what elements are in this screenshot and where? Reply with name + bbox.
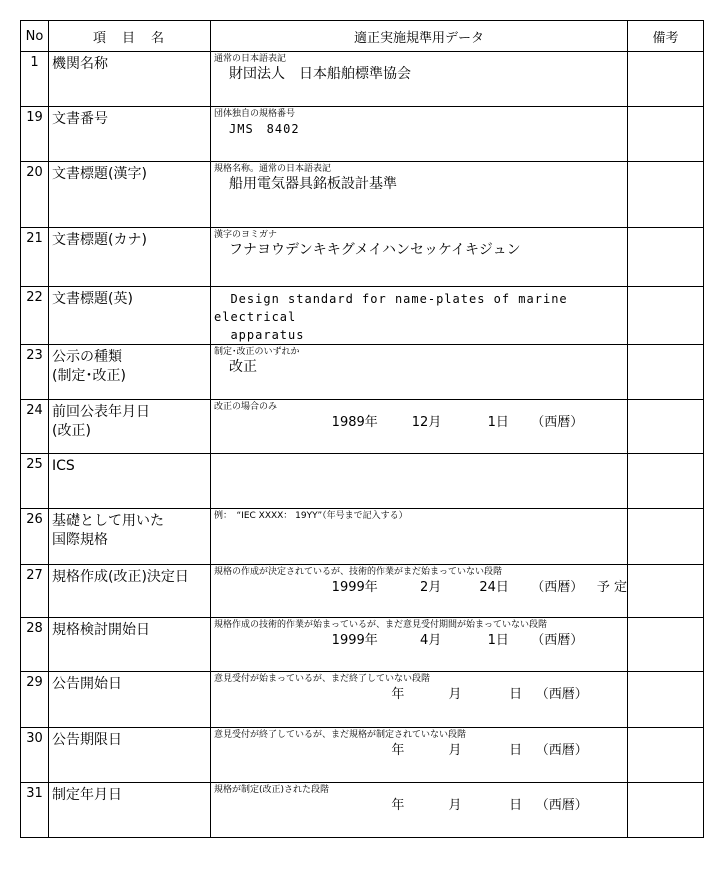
date-year bbox=[361, 796, 391, 815]
row-number: 20 bbox=[21, 162, 49, 228]
item-name-cell bbox=[49, 672, 211, 728]
item-name-line: 国際規格 bbox=[52, 532, 108, 548]
field-value: 船用電気器具銘板設計基準 bbox=[229, 176, 397, 192]
row-number: 28 bbox=[21, 618, 49, 672]
field-instruction: 通常の日本語表記 bbox=[214, 54, 287, 64]
data-cell bbox=[211, 672, 628, 728]
table-row bbox=[21, 107, 704, 162]
english-title-line: Design standard for name-plates of marine bbox=[214, 292, 568, 306]
date-day bbox=[465, 685, 510, 704]
data-cell bbox=[211, 400, 628, 454]
row-number: 29 bbox=[21, 672, 49, 728]
field-instruction: 規格作成の技術的作業が始まっているが、まだ意見受付期間が始まっていない段階 bbox=[214, 620, 548, 630]
data-cell bbox=[211, 107, 628, 162]
remarks-cell bbox=[628, 618, 704, 672]
remarks-cell bbox=[628, 783, 704, 838]
header-row bbox=[21, 21, 704, 52]
remarks-cell bbox=[628, 728, 704, 783]
standards-data-table bbox=[20, 20, 704, 838]
date-month bbox=[407, 741, 448, 760]
data-cell bbox=[211, 728, 628, 783]
date-day-unit: 日 bbox=[509, 798, 523, 813]
remarks-cell bbox=[628, 672, 704, 728]
item-name-line: 公示の種類 bbox=[52, 349, 122, 365]
remarks-cell bbox=[628, 228, 704, 287]
remarks-cell bbox=[628, 565, 704, 618]
item-name-line: 規格検討開始日 bbox=[52, 622, 150, 638]
date-day bbox=[465, 796, 510, 815]
date-month-unit: 月 bbox=[448, 687, 462, 702]
date-day: 1 bbox=[487, 415, 496, 430]
item-name-cell bbox=[49, 228, 211, 287]
date-year-unit: 年 bbox=[364, 415, 378, 430]
item-name-line: 公告開始日 bbox=[52, 676, 122, 692]
table-row bbox=[21, 565, 704, 618]
date-month-unit: 月 bbox=[428, 580, 442, 595]
data-cell bbox=[211, 509, 628, 565]
date-value bbox=[211, 578, 627, 597]
item-name-cell bbox=[49, 728, 211, 783]
date-day: 1 bbox=[487, 633, 496, 648]
english-title-value bbox=[211, 287, 627, 344]
row-number: 27 bbox=[21, 565, 49, 618]
remarks-cell bbox=[628, 287, 704, 345]
item-name-line: 文書標題(英) bbox=[52, 291, 133, 307]
row-number: 26 bbox=[21, 509, 49, 565]
field-value: JMS 8402 bbox=[229, 122, 300, 136]
item-name-cell bbox=[49, 618, 211, 672]
field-instruction: 漢字のヨミガナ bbox=[214, 230, 278, 240]
date-day: 24 bbox=[479, 580, 496, 595]
date-value bbox=[211, 741, 627, 760]
date-day-unit: 日 bbox=[495, 415, 509, 430]
date-month: 12 bbox=[411, 415, 429, 430]
date-value bbox=[211, 413, 627, 432]
data-cell bbox=[211, 162, 628, 228]
date-month-unit: 月 bbox=[448, 743, 462, 758]
item-name-line: 文書番号 bbox=[52, 111, 108, 127]
table-row bbox=[21, 783, 704, 838]
item-name-line: 前回公表年月日 bbox=[52, 404, 150, 420]
date-year bbox=[361, 685, 391, 704]
remarks-cell bbox=[628, 345, 704, 400]
item-name-cell bbox=[49, 345, 211, 400]
table-row bbox=[21, 400, 704, 454]
data-cell bbox=[211, 287, 628, 345]
item-name-line: 規格作成(改正)決定日 bbox=[52, 569, 189, 585]
table-row bbox=[21, 162, 704, 228]
item-name-cell bbox=[49, 400, 211, 454]
remarks-cell bbox=[628, 509, 704, 565]
date-month: 4 bbox=[420, 633, 429, 648]
date-era: （西暦） bbox=[535, 687, 588, 702]
date-month bbox=[407, 796, 448, 815]
table-row bbox=[21, 672, 704, 728]
field-value: フナヨウデンキキグメイハンセッケイキジュン bbox=[229, 242, 521, 258]
row-number: 30 bbox=[21, 728, 49, 783]
table-row bbox=[21, 52, 704, 107]
data-cell bbox=[211, 454, 628, 509]
date-value bbox=[211, 631, 627, 650]
table-row bbox=[21, 345, 704, 400]
date-value bbox=[211, 796, 627, 815]
item-name-line: 機関名称 bbox=[52, 56, 108, 72]
item-name-line: 基礎として用いた bbox=[52, 513, 164, 529]
field-value: 改正 bbox=[229, 359, 257, 375]
row-number: 25 bbox=[21, 454, 49, 509]
date-year bbox=[361, 741, 391, 760]
header-no: No bbox=[21, 21, 49, 52]
date-suffix bbox=[588, 741, 627, 760]
item-name-cell bbox=[49, 783, 211, 838]
date-year-unit: 年 bbox=[364, 633, 378, 648]
item-name-line: 公告期限日 bbox=[52, 732, 122, 748]
table-row bbox=[21, 509, 704, 565]
item-name-line: ICS bbox=[52, 458, 75, 474]
date-month-unit: 月 bbox=[428, 633, 442, 648]
date-suffix bbox=[583, 631, 627, 650]
item-name-cell bbox=[49, 162, 211, 228]
date-value bbox=[211, 685, 627, 704]
english-title-line: electrical bbox=[214, 310, 297, 324]
row-number: 22 bbox=[21, 287, 49, 345]
item-name-cell bbox=[49, 565, 211, 618]
date-suffix bbox=[583, 413, 627, 432]
item-name-line: (制定･改正) bbox=[52, 368, 126, 384]
date-day-unit: 日 bbox=[509, 687, 523, 702]
table-row bbox=[21, 228, 704, 287]
field-instruction: 例： “IEC XXXX： 19YY”（年号まで記入する） bbox=[214, 511, 408, 521]
date-day-unit: 日 bbox=[509, 743, 523, 758]
data-cell bbox=[211, 565, 628, 618]
date-year-unit: 年 bbox=[391, 687, 405, 702]
item-name-line: 文書標題(カナ) bbox=[52, 232, 147, 248]
table-row bbox=[21, 728, 704, 783]
item-name-cell bbox=[49, 287, 211, 345]
english-title-line: apparatus bbox=[214, 328, 305, 342]
table-row bbox=[21, 618, 704, 672]
date-suffix bbox=[588, 685, 627, 704]
date-era: （西暦） bbox=[531, 415, 584, 430]
date-year-unit: 年 bbox=[391, 798, 405, 813]
date-era: （西暦） bbox=[531, 580, 584, 595]
remarks-cell bbox=[628, 52, 704, 107]
remarks-cell bbox=[628, 400, 704, 454]
item-name-cell bbox=[49, 509, 211, 565]
field-instruction: 団体独自の規格番号 bbox=[214, 109, 296, 119]
item-name-line: (改正) bbox=[52, 423, 91, 439]
date-month-unit: 月 bbox=[428, 415, 442, 430]
item-name-cell bbox=[49, 107, 211, 162]
date-month: 2 bbox=[420, 580, 429, 595]
remarks-cell bbox=[628, 454, 704, 509]
field-instruction: 制定･改正のいずれか bbox=[214, 347, 300, 357]
row-number: 1 bbox=[21, 52, 49, 107]
field-instruction: 規格の作成が決定されているが、技術的作業がまだ始まっていない段階 bbox=[214, 567, 503, 577]
date-era: （西暦） bbox=[535, 798, 588, 813]
remarks-cell bbox=[628, 107, 704, 162]
date-year: 1989 bbox=[331, 415, 365, 430]
date-day-unit: 日 bbox=[495, 633, 509, 648]
data-cell bbox=[211, 228, 628, 287]
data-cell bbox=[211, 52, 628, 107]
date-day-unit: 日 bbox=[495, 580, 509, 595]
row-number: 31 bbox=[21, 783, 49, 838]
date-month bbox=[407, 685, 448, 704]
date-suffix bbox=[588, 796, 627, 815]
date-era: （西暦） bbox=[531, 633, 584, 648]
table-row bbox=[21, 454, 704, 509]
date-month-unit: 月 bbox=[448, 798, 462, 813]
date-year: 1999 bbox=[331, 633, 365, 648]
data-cell bbox=[211, 618, 628, 672]
item-name-cell bbox=[49, 454, 211, 509]
date-suffix: 予 定 bbox=[596, 580, 627, 595]
date-era: （西暦） bbox=[535, 743, 588, 758]
row-number: 24 bbox=[21, 400, 49, 454]
item-name-cell bbox=[49, 52, 211, 107]
header-data: 適正実施規準用データ bbox=[211, 21, 628, 52]
data-cell bbox=[211, 783, 628, 838]
data-cell bbox=[211, 345, 628, 400]
date-year-unit: 年 bbox=[364, 580, 378, 595]
field-instruction: 意見受付が始まっているが、まだ終了していない段階 bbox=[214, 674, 431, 684]
field-value: 財団法人 日本船舶標準協会 bbox=[229, 66, 411, 82]
field-instruction: 規格が制定(改正)された段階 bbox=[214, 785, 330, 795]
row-number: 19 bbox=[21, 107, 49, 162]
item-name-line: 制定年月日 bbox=[52, 787, 122, 803]
remarks-cell bbox=[628, 162, 704, 228]
row-number: 23 bbox=[21, 345, 49, 400]
header-remarks: 備考 bbox=[628, 21, 704, 52]
date-year-unit: 年 bbox=[391, 743, 405, 758]
date-year: 1999 bbox=[331, 580, 365, 595]
date-day bbox=[465, 741, 510, 760]
item-name-line: 文書標題(漢字) bbox=[52, 166, 147, 182]
field-instruction: 意見受付が終了しているが、まだ規格が制定されていない段階 bbox=[214, 730, 467, 740]
field-instruction: 規格名称。通常の日本語表記 bbox=[214, 164, 332, 174]
table-row bbox=[21, 287, 704, 345]
field-instruction: 改正の場合のみ bbox=[214, 402, 278, 412]
row-number: 21 bbox=[21, 228, 49, 287]
header-item-name: 項目名 bbox=[49, 21, 211, 52]
